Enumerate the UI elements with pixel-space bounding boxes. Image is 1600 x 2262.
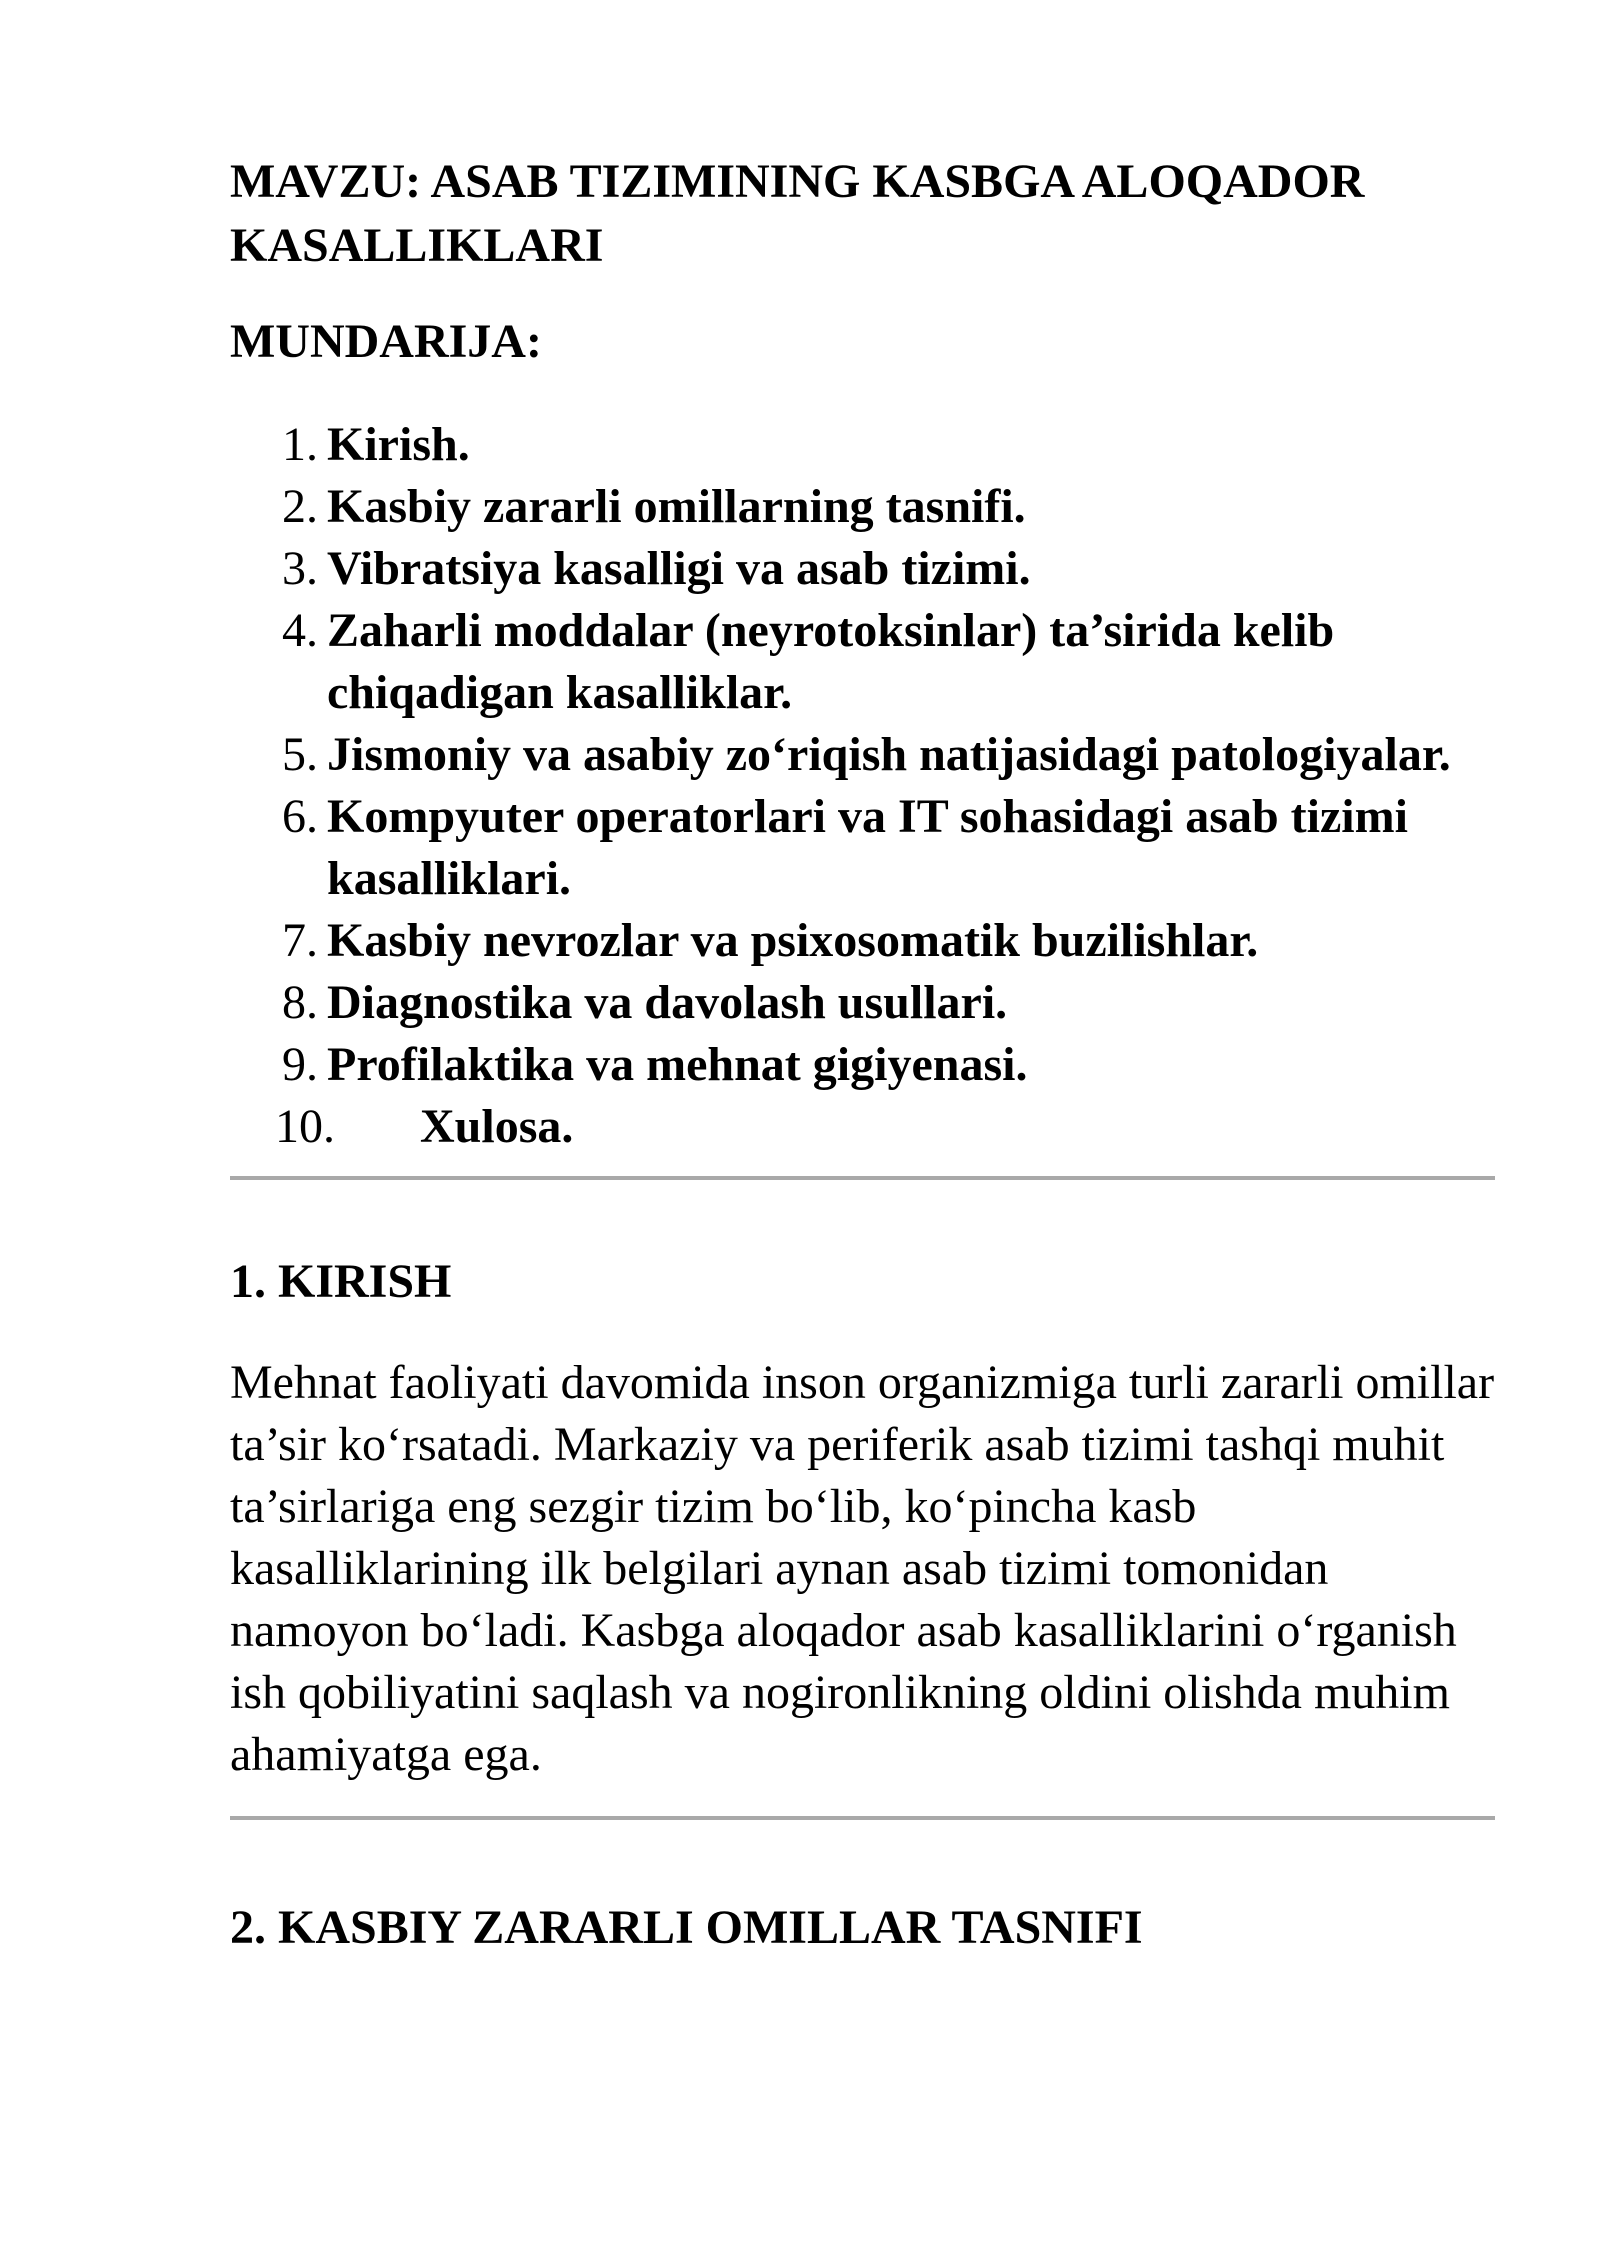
toc-item-number: 6. — [282, 790, 318, 843]
toc-item-label: Xulosa. — [420, 1100, 574, 1153]
toc-item — [230, 724, 1495, 786]
toc-item-number: 10. — [275, 1100, 335, 1153]
toc-item — [230, 786, 1495, 910]
toc-item — [230, 972, 1495, 1034]
toc-item — [230, 1034, 1495, 1096]
toc-heading: MUNDARIJA: — [230, 315, 542, 368]
toc-item-number: 3. — [282, 542, 318, 595]
toc-item-number: 5. — [282, 728, 318, 781]
toc-item-label: Kompyuter operatorlari va IT sohasidagi asab tizimi kasalliklari. — [327, 790, 1408, 905]
toc-item-number: 9. — [282, 1038, 318, 1091]
toc-item-number: 8. — [282, 976, 318, 1029]
toc-item — [230, 414, 1495, 476]
table-of-contents — [230, 414, 1495, 1158]
toc-item-number: 4. — [282, 604, 318, 657]
toc-item — [230, 1096, 1495, 1158]
document-page — [230, 150, 1495, 1960]
toc-item — [230, 600, 1495, 724]
toc-item-number: 2. — [282, 480, 318, 533]
toc-item-label: Kasbiy nevrozlar va psixosomatik buzilishlar. — [327, 914, 1259, 967]
toc-item — [230, 476, 1495, 538]
toc-item — [230, 910, 1495, 972]
toc-item-label: Jismoniy va asabiy zo‘riqish natijasidagi patologiyalar. — [327, 728, 1451, 781]
toc-item-number: 1. — [282, 418, 318, 471]
toc-item-label: Kasbiy zararli omillarning tasnifi. — [327, 480, 1026, 533]
toc-item-label: Zaharli moddalar (neyrotoksinlar) ta’sirida kelib chiqadigan kasalliklar. — [327, 604, 1335, 719]
toc-item-label: Kirish. — [327, 418, 470, 471]
toc-item-label: Profilaktika va mehnat gigiyenasi. — [327, 1038, 1028, 1091]
toc-item — [230, 538, 1495, 600]
document-title: MAVZU: ASAB TIZIMINING KASBGA ALOQADOR KASALLIKLARI — [230, 155, 1365, 272]
toc-item-label: Diagnostika va davolash usullari. — [327, 976, 1008, 1029]
section-heading-classification: 2. KASBIY ZARARLI OMILLAR TASNIFI — [230, 1901, 1143, 1954]
section-heading-intro: 1. KIRISH — [230, 1255, 452, 1308]
intro-paragraph: Mehnat faoliyati davomida inson organizmiga turli zararli omillar ta’sir ko‘rsatadi. Markaziy va periferik asab tizimi tashqi muhit ta’sirlariga eng sezgir tizim bo‘lib, ko‘pincha kasb kasalliklarining ilk belgilari aynan asab tizimi tomonidan namoyon bo‘ladi. Kasbga aloqador asab kasalliklarini o‘rganish ish qobiliyatini saqlash va nogironlikning oldini olishda muhim ahamiyatga ega. — [230, 1356, 1495, 1781]
section-divider — [230, 1176, 1495, 1180]
toc-item-label: Vibratsiya kasalligi va asab tizimi. — [327, 542, 1031, 595]
section-divider — [230, 1816, 1495, 1820]
toc-item-number: 7. — [282, 914, 318, 967]
